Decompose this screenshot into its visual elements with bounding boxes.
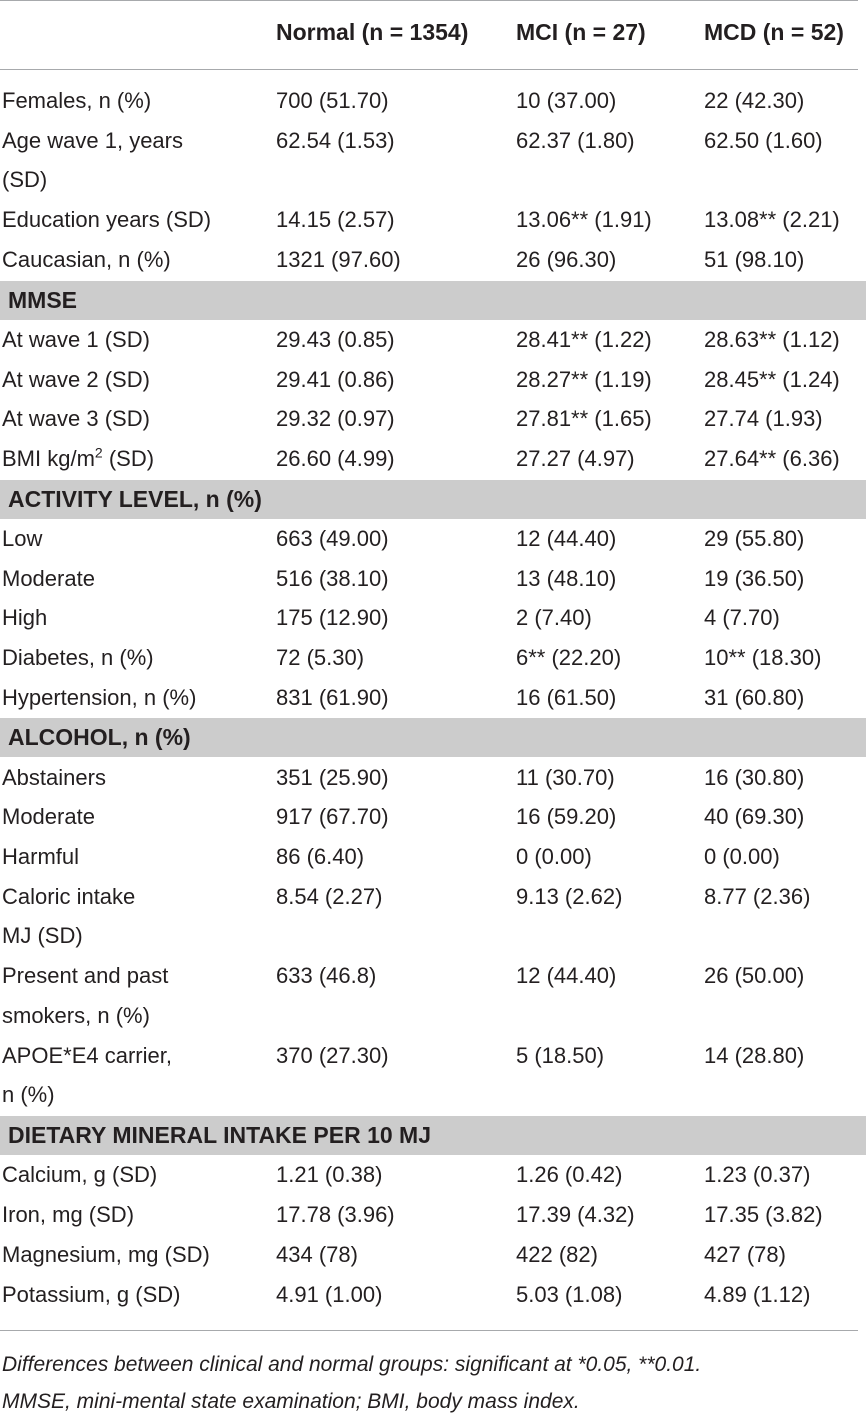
mci-value: 5 (18.50) — [516, 1043, 605, 1068]
mcd-value: 29 (55.80) — [704, 526, 805, 551]
row-label-line2: MJ (SD) — [2, 923, 83, 948]
normal-value: 4.91 (1.00) — [276, 1282, 383, 1307]
row-label: Age wave 1, years — [2, 128, 183, 153]
top-rule — [0, 0, 858, 1]
mci-value: 17.39 (4.32) — [516, 1202, 635, 1227]
section-header-mmse — [0, 281, 866, 320]
mci-value: 12 (44.40) — [516, 963, 617, 988]
row-label: Low — [2, 526, 43, 551]
row-label: Potassium, g (SD) — [2, 1282, 181, 1307]
mcd-value: 28.63** (1.12) — [704, 327, 840, 352]
normal-value: 516 (38.10) — [276, 566, 389, 591]
normal-value: 1.21 (0.38) — [276, 1162, 383, 1187]
mci-value: 422 (82) — [516, 1242, 598, 1267]
mci-value: 11 (30.70) — [516, 765, 615, 790]
mcd-value: 10** (18.30) — [704, 645, 822, 670]
mcd-value: 14 (28.80) — [704, 1043, 805, 1068]
row-label: Present and past — [2, 963, 169, 988]
normal-value: 29.41 (0.86) — [276, 367, 395, 392]
normal-value: 26.60 (4.99) — [276, 446, 395, 471]
header-mci: MCI (n = 27) — [516, 19, 646, 45]
section-header-dietary — [0, 1116, 866, 1155]
mcd-value: 427 (78) — [704, 1242, 786, 1267]
mcd-value: 40 (69.30) — [704, 804, 805, 829]
mcd-value: 31 (60.80) — [704, 685, 805, 710]
mcd-value: 4 (7.70) — [704, 605, 780, 630]
normal-value: 831 (61.90) — [276, 685, 389, 710]
row-label: Diabetes, n (%) — [2, 645, 154, 670]
row-label: Harmful — [2, 844, 80, 869]
mcd-value: 4.89 (1.12) — [704, 1282, 811, 1307]
mcd-value: 1.23 (0.37) — [704, 1162, 811, 1187]
normal-value: 72 (5.30) — [276, 645, 365, 670]
bottom-rule — [0, 1330, 858, 1331]
normal-value: 86 (6.40) — [276, 844, 365, 869]
section-title: MMSE — [8, 287, 77, 313]
mci-value: 16 (59.20) — [516, 804, 617, 829]
mci-value: 1.26 (0.42) — [516, 1162, 623, 1187]
mcd-value: 17.35 (3.82) — [704, 1202, 823, 1227]
mci-value: 13 (48.10) — [516, 566, 617, 591]
normal-value: 663 (49.00) — [276, 526, 389, 551]
mci-value: 28.41** (1.22) — [516, 327, 652, 352]
mcd-value: 28.45** (1.24) — [704, 367, 840, 392]
header-mcd: MCD (n = 52) — [704, 19, 844, 45]
mcd-value: 13.08** (2.21) — [704, 207, 840, 232]
mci-value: 27.27 (4.97) — [516, 446, 635, 471]
normal-value: 370 (27.30) — [276, 1043, 389, 1068]
mci-value: 16 (61.50) — [516, 685, 617, 710]
row-label: Caloric intake — [2, 884, 136, 909]
mcd-value: 27.64** (6.36) — [704, 446, 840, 471]
mci-value: 10 (37.00) — [516, 88, 617, 113]
row-label: At wave 1 (SD) — [2, 327, 150, 352]
row-label-line2: smokers, n (%) — [2, 1003, 150, 1028]
section-title: ACTIVITY LEVEL, n (%) — [8, 486, 262, 512]
row-label: At wave 2 (SD) — [2, 367, 150, 392]
footnote-line-2: MMSE, mini-mental state examination; BMI, body mass index. — [2, 1390, 580, 1413]
section-header-alcohol — [0, 718, 866, 757]
mcd-value: 8.77 (2.36) — [704, 884, 811, 909]
normal-value: 14.15 (2.57) — [276, 207, 395, 232]
mcd-value: 19 (36.50) — [704, 566, 805, 591]
row-label: Females, n (%) — [2, 88, 152, 113]
section-header-activity — [0, 480, 866, 519]
bmi-label-superscript: 2 — [94, 444, 103, 461]
mci-value: 13.06** (1.91) — [516, 207, 652, 232]
normal-value: 700 (51.70) — [276, 88, 389, 113]
footnote-line-1: Differences between clinical and normal groups: significant at *0.05, **0.01. — [2, 1353, 702, 1376]
mcd-value: 51 (98.10) — [704, 247, 805, 272]
mci-value: 62.37 (1.80) — [516, 128, 635, 153]
mci-value: 26 (96.30) — [516, 247, 617, 272]
row-label: Caucasian, n (%) — [2, 247, 171, 272]
normal-value: 434 (78) — [276, 1242, 358, 1267]
normal-value: 175 (12.90) — [276, 605, 389, 630]
row-label: Moderate — [2, 804, 95, 829]
mci-value: 2 (7.40) — [516, 605, 592, 630]
row-label-line2: (SD) — [2, 167, 48, 192]
mcd-value: 62.50 (1.60) — [704, 128, 823, 153]
normal-value: 62.54 (1.53) — [276, 128, 395, 153]
normal-value: 351 (25.90) — [276, 765, 389, 790]
mcd-value: 26 (50.00) — [704, 963, 805, 988]
section-title: DIETARY MINERAL INTAKE PER 10 MJ — [8, 1122, 432, 1148]
normal-value: 917 (67.70) — [276, 804, 389, 829]
row-label: Moderate — [2, 566, 95, 591]
row-label: Abstainers — [2, 765, 106, 790]
mcd-value: 0 (0.00) — [704, 844, 780, 869]
row-label: APOE*E4 carrier, — [2, 1043, 172, 1068]
normal-value: 29.43 (0.85) — [276, 327, 395, 352]
row-label: Hypertension, n (%) — [2, 685, 197, 710]
row-label: At wave 3 (SD) — [2, 406, 150, 431]
header-normal: Normal (n = 1354) — [276, 19, 469, 45]
mci-value: 28.27** (1.19) — [516, 367, 652, 392]
normal-value: 1321 (97.60) — [276, 247, 401, 272]
row-label: Calcium, g (SD) — [2, 1162, 158, 1187]
bmi-label-text: BMI kg/m — [2, 446, 95, 471]
row-label: Education years (SD) — [2, 207, 212, 232]
row-label-line2: n (%) — [2, 1082, 55, 1107]
row-label: High — [2, 605, 48, 630]
normal-value: 17.78 (3.96) — [276, 1202, 395, 1227]
mci-value: 0 (0.00) — [516, 844, 592, 869]
mci-value: 27.81** (1.65) — [516, 406, 652, 431]
row-label: Iron, mg (SD) — [2, 1202, 135, 1227]
mcd-value: 27.74 (1.93) — [704, 406, 823, 431]
mci-value: 12 (44.40) — [516, 526, 617, 551]
mci-value: 5.03 (1.08) — [516, 1282, 623, 1307]
mcd-value: 16 (30.80) — [704, 765, 805, 790]
normal-value: 633 (46.8) — [276, 963, 377, 988]
mci-value: 9.13 (2.62) — [516, 884, 623, 909]
mcd-value: 22 (42.30) — [704, 88, 805, 113]
header-rule — [0, 69, 858, 70]
normal-value: 29.32 (0.97) — [276, 406, 395, 431]
row-label: Magnesium, mg (SD) — [2, 1242, 210, 1267]
row-label — [2, 439, 154, 479]
section-title: ALCOHOL, n (%) — [8, 724, 191, 750]
normal-value: 8.54 (2.27) — [276, 884, 383, 909]
bmi-label-suffix: (SD) — [102, 446, 155, 471]
mci-value: 6** (22.20) — [516, 645, 622, 670]
